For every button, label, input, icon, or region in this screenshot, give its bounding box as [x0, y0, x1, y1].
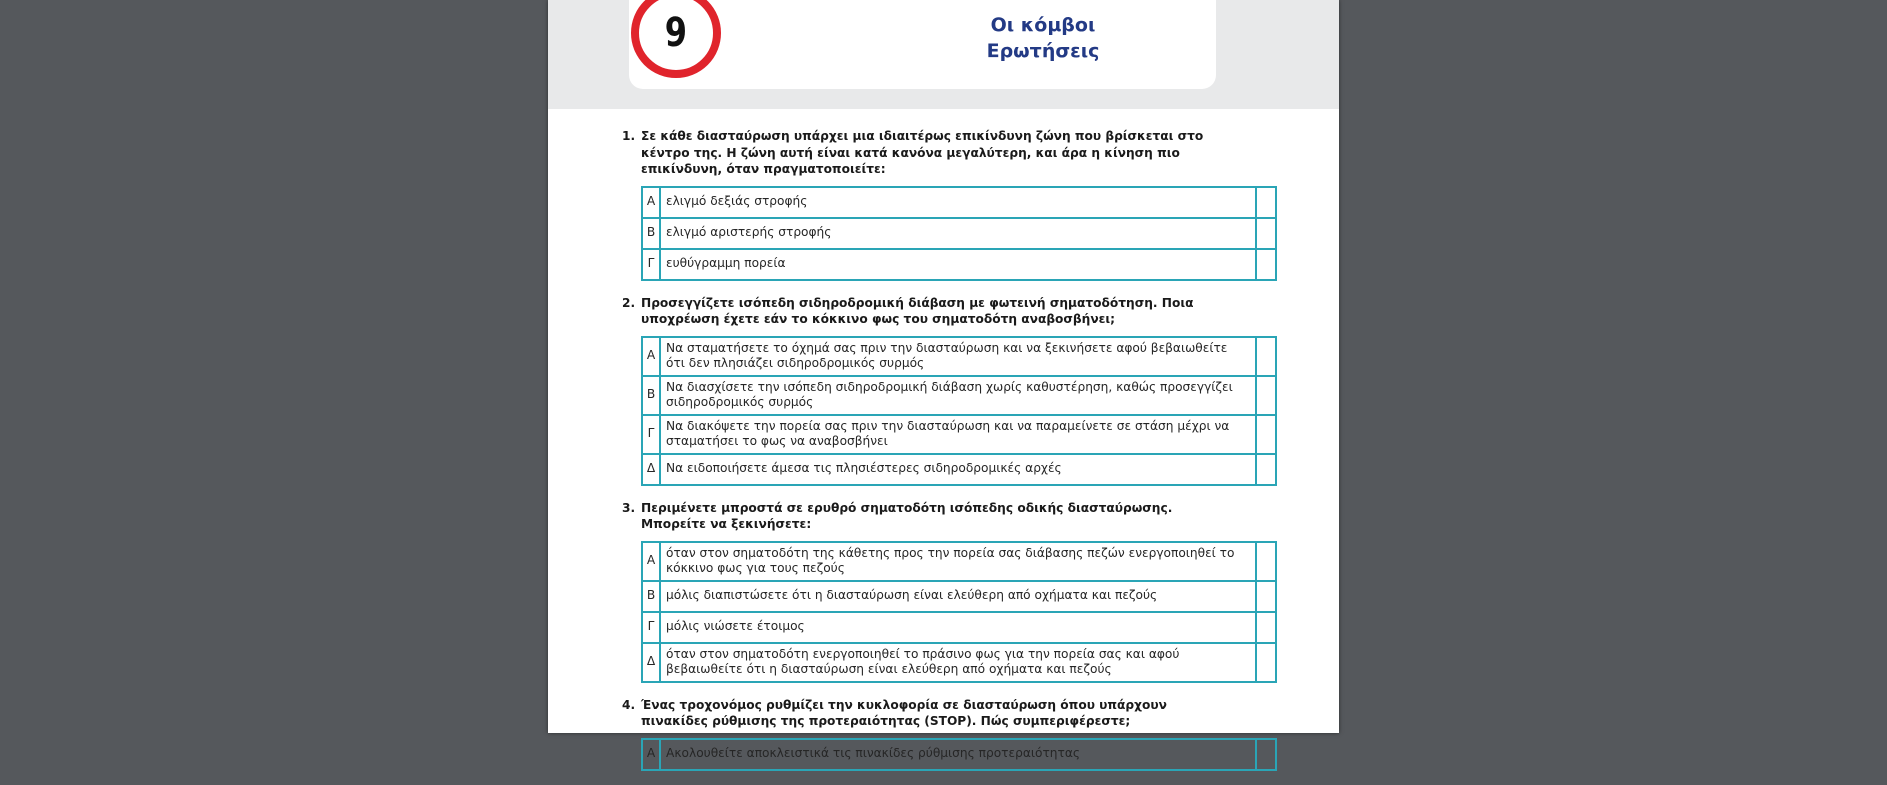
answer-row [642, 739, 1276, 770]
answer-letter: Β [642, 581, 660, 612]
document-page [548, 0, 1339, 761]
answer-letter: Α [642, 337, 660, 376]
answer-letter: Δ [642, 643, 660, 682]
answer-text: Να σταματήσετε το όχημά σας πριν την διασταύρωση και να ξεκινήσετε αφού βεβαιωθείτε ότι δεν πλησιάζει σιδηροδρομικός συρμός [660, 337, 1256, 376]
answer-letter: Β [642, 218, 660, 249]
answer-checkbox[interactable] [1256, 415, 1276, 454]
answer-letter: Γ [642, 249, 660, 280]
question-2 [622, 295, 1233, 486]
answer-row [642, 612, 1276, 643]
answer-checkbox[interactable] [1256, 581, 1276, 612]
answer-text: ελιγμό δεξιάς στροφής [660, 187, 1256, 218]
answer-table [641, 738, 1277, 771]
page-title-line-2: Ερωτήσεις [986, 40, 1100, 62]
answer-checkbox[interactable] [1256, 187, 1276, 218]
answer-checkbox[interactable] [1256, 454, 1276, 485]
answer-text: μόλις διαπιστώσετε ότι η διασταύρωση είναι ελεύθερη από οχήματα και πεζούς [660, 581, 1256, 612]
questions-list [622, 128, 1235, 785]
answer-letter: Β [642, 376, 660, 415]
answer-letter: Α [642, 187, 660, 218]
answer-table [641, 186, 1277, 281]
answer-letter: Α [642, 739, 660, 770]
answer-text: Να διακόψετε την πορεία σας πριν την διασταύρωση και να παραμείνετε σε στάση μέχρι να σταματήσει το φως να αναβοσβήνει [660, 415, 1256, 454]
question-number: 3. [622, 500, 636, 515]
answer-table [641, 336, 1277, 486]
answer-checkbox[interactable] [1256, 376, 1276, 415]
answer-text: μόλις νιώσετε έτοιμος [660, 612, 1256, 643]
question-heading [622, 128, 1222, 178]
question-number: 2. [622, 295, 636, 310]
question-4 [622, 697, 1222, 771]
answer-text: όταν στον σηματοδότη της κάθετης προς την πορεία σας διάβασης πεζών ενεργοποιηθεί το κόκκινο φως για τους πεζούς [660, 542, 1256, 581]
chapter-number: 9 [664, 10, 688, 56]
answer-checkbox[interactable] [1256, 249, 1276, 280]
answer-row [642, 581, 1276, 612]
answer-row [642, 415, 1276, 454]
answer-text: ευθύγραμμη πορεία [660, 249, 1256, 280]
question-heading [622, 500, 1222, 533]
question-heading [622, 295, 1222, 328]
answer-row [642, 337, 1276, 376]
answer-checkbox[interactable] [1256, 739, 1276, 770]
answer-row [642, 187, 1276, 218]
answer-checkbox[interactable] [1256, 218, 1276, 249]
question-text: Ένας τροχονόμος ρυθμίζει την κυκλοφορία σε διασταύρωση όπου υπάρχουν πινακίδες ρύθμισης της προτεραιότητας (STOP). Πώς συμπεριφέρεστε; [641, 697, 1167, 728]
answer-checkbox[interactable] [1256, 542, 1276, 581]
page-title [848, 12, 1238, 64]
answer-row [642, 542, 1276, 581]
answer-text: Ακολουθείτε αποκλειστικά τις πινακίδες ρύθμισης προτεραιότητας [660, 739, 1256, 770]
question-text: Προσεγγίζετε ισόπεδη σιδηροδρομική διάβαση με φωτεινή σηματοδότηση. Ποια υποχρέωση έχετε εάν το κόκκινο φως του σηματοδότη αναβοσβήνει; [641, 295, 1194, 326]
answer-letter: Γ [642, 612, 660, 643]
answer-row [642, 376, 1276, 415]
question-number: 4. [622, 697, 636, 712]
question-number: 1. [622, 129, 636, 143]
answer-row [642, 643, 1276, 682]
answer-row [642, 249, 1276, 280]
answer-checkbox[interactable] [1256, 337, 1276, 376]
answer-text: ελιγμό αριστερής στροφής [660, 218, 1256, 249]
answer-row [642, 454, 1276, 485]
page-title-line-1: Οι κόμβοι [990, 14, 1096, 36]
answer-text: όταν στον σηματοδότη ενεργοποιηθεί το πράσινο φως για την πορεία σας και αφού βεβαιωθείτε ότι η διασταύρωση είναι ελεύθερη από οχήματα και πεζούς [660, 643, 1256, 682]
question-1 [622, 128, 1222, 281]
answer-letter: Α [642, 542, 660, 581]
answer-row [642, 218, 1276, 249]
answer-letter: Δ [642, 454, 660, 485]
answer-checkbox[interactable] [1256, 643, 1276, 682]
question-heading [622, 697, 1222, 730]
question-text: Σε κάθε διασταύρωση υπάρχει μια ιδιαιτέρως επικίνδυνη ζώνη που βρίσκεται στο κέντρο της. Η ζώνη αυτή είναι κατά κανόνα μεγαλύτερη, και άρα η κίνηση πιο επικίνδυνη, όταν πραγματοποιείτε: [641, 129, 1204, 176]
answer-letter: Γ [642, 415, 660, 454]
question-3 [622, 500, 1235, 683]
question-text: Περιμένετε μπροστά σε ερυθρό σηματοδότη ισόπεδης οδικής διασταύρωσης. Μπορείτε να ξεκινήσετε: [641, 500, 1173, 531]
answer-text: Να ειδοποιήσετε άμεσα τις πλησιέστερες σιδηροδρομικές αρχές [660, 454, 1256, 485]
answer-table [641, 541, 1277, 683]
answer-checkbox[interactable] [1256, 612, 1276, 643]
answer-text: Να διασχίσετε την ισόπεδη σιδηροδρομική διάβαση χωρίς καθυστέρηση, καθώς προσεγγίζει σιδηροδρομικός συρμός [660, 376, 1256, 415]
